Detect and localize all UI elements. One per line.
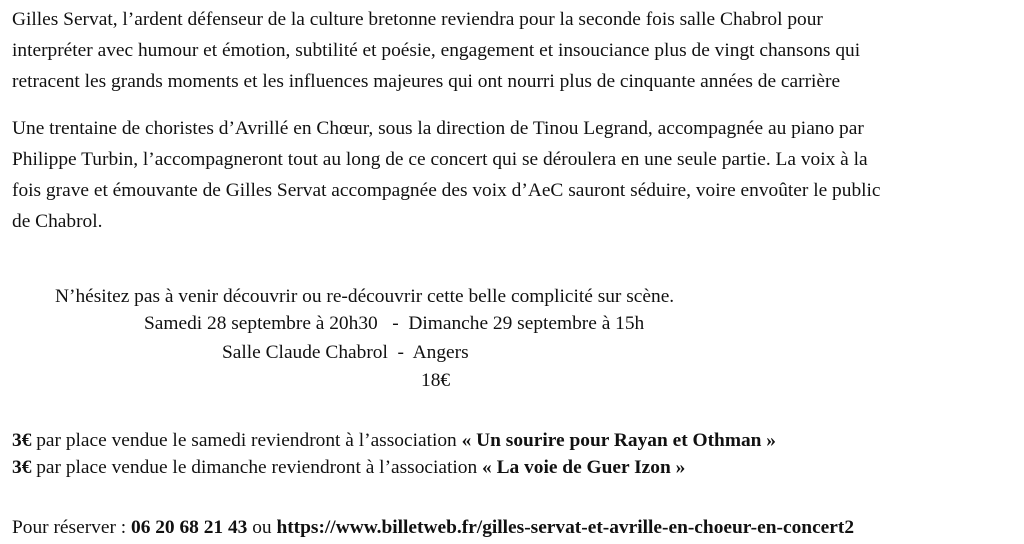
- association-name: « Un sourire pour Rayan et Othman »: [461, 430, 776, 451]
- paragraph1-line-3: retracent les grands moments et les influences majeures qui ont nourri plus de cinquante années de carrière: [12, 71, 841, 92]
- event-invite: N’hésitez pas à venir découvrir ou re-découvrir cette belle complicité sur scène.: [55, 286, 675, 307]
- booking-phone: 06 20 68 21 43: [131, 517, 248, 538]
- donation-text: par place vendue le dimanche reviendront à l’association: [31, 457, 483, 478]
- association-name: « La voie de Guer Izon »: [482, 457, 686, 478]
- paragraph1-line-1: Gilles Servat, l’ardent défenseur de la culture bretonne reviendra pour la seconde fois salle Chabrol pour: [12, 9, 823, 30]
- paragraph1-line-2: interpréter avec humour et émotion, subtilité et poésie, engagement et insouciance plus de vingt chansons qui: [12, 40, 861, 61]
- donation-text: par place vendue le samedi reviendront à l’association: [31, 430, 462, 451]
- donation-line-saturday: [12, 429, 776, 453]
- donation-amount: 3€: [12, 457, 32, 478]
- paragraph2-line-3: fois grave et émouvante de Gilles Servat accompagnée des voix d’AeC sauront séduire, voire envoûter le public: [12, 180, 881, 201]
- booking-url[interactable]: https://www.billetweb.fr/gilles-servat-et-avrille-en-choeur-en-concert2: [276, 517, 855, 538]
- donation-amount: 3€: [12, 430, 32, 451]
- paragraph2-line-1: Une trentaine de choristes d’Avrillé en Chœur, sous la direction de Tinou Legrand, accompagnée au piano par: [12, 118, 864, 139]
- event-dates: Samedi 28 septembre à 20h30 - Dimanche 29 septembre à 15h: [144, 313, 645, 334]
- paragraph2-line-2: Philippe Turbin, l’accompagneront tout au long de ce concert qui se déroulera en une seule partie. La voix à la: [12, 149, 868, 170]
- event-venue: Salle Claude Chabrol - Angers: [222, 342, 469, 363]
- paragraph2-line-4: de Chabrol.: [12, 211, 103, 232]
- booking-prefix: Pour réserver :: [12, 517, 131, 538]
- booking-middle: ou: [247, 517, 277, 538]
- donation-line-sunday: [12, 456, 685, 480]
- event-price: 18€: [421, 370, 451, 391]
- booking-line: [12, 516, 854, 540]
